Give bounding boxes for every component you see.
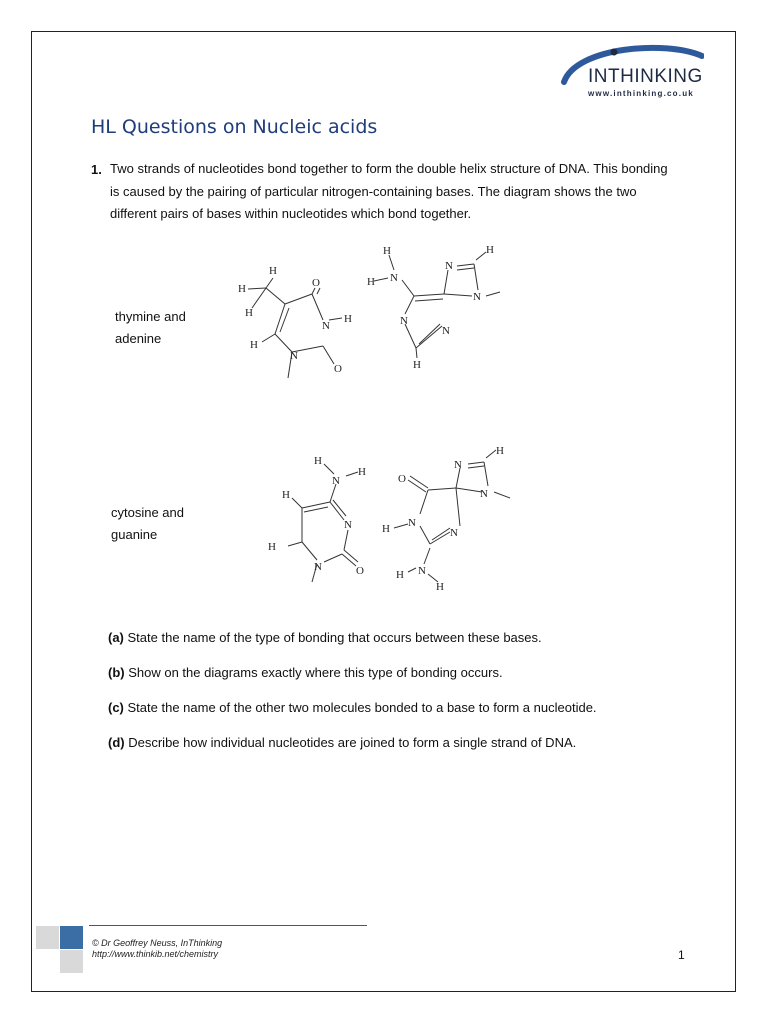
atom-label: N bbox=[473, 291, 481, 303]
footer-author: © Dr Geoffrey Neuss, InThinking bbox=[92, 938, 223, 948]
atom-label: H bbox=[358, 466, 366, 478]
subquestion-label: (c) bbox=[108, 700, 124, 715]
atom-label: H bbox=[382, 523, 390, 535]
page-number: 1 bbox=[678, 948, 685, 962]
atom-label: H bbox=[314, 455, 322, 467]
pair-label-line: guanine bbox=[111, 527, 158, 542]
atom-label: H bbox=[486, 244, 494, 256]
subquestion-text: State the name of the other two molecules bonded to a base to form a nucleotide. bbox=[127, 700, 597, 715]
atom-label: O bbox=[356, 565, 364, 577]
subquestion-text: Show on the diagrams exactly where this type of bonding occurs. bbox=[128, 665, 503, 680]
atom-label: N bbox=[290, 350, 298, 362]
atom-label: N bbox=[442, 325, 450, 337]
logo-wordmark: INTHINKING bbox=[588, 66, 703, 87]
subquestion-a bbox=[108, 630, 542, 645]
atom-label: N bbox=[445, 260, 453, 272]
atom-label: N bbox=[408, 517, 416, 529]
atom-label: N bbox=[480, 488, 488, 500]
pair-label-thymine-adenine bbox=[115, 306, 225, 350]
question-text: Two strands of nucleotides bond together to form the double helix structure of DNA. This bonding is caused by the pairing of particular nitrogen-containing bases. The diagram shows the two different pairs of bases within nucleotides which bond together. bbox=[110, 161, 668, 221]
atom-label: H bbox=[396, 569, 404, 581]
atom-label: N bbox=[450, 527, 458, 539]
guanine-structure bbox=[380, 438, 520, 598]
pair-label-line: cytosine and bbox=[111, 505, 184, 520]
question-number: 1. bbox=[91, 162, 102, 177]
atom-label: H bbox=[245, 307, 253, 319]
logo-url: www.inthinking.co.uk bbox=[588, 89, 694, 98]
atom-label: N bbox=[344, 519, 352, 531]
atom-label: H bbox=[496, 445, 504, 457]
footer-square-dark bbox=[60, 926, 83, 949]
subquestion-label: (d) bbox=[108, 735, 125, 750]
atom-label: N bbox=[390, 272, 398, 284]
cytosine-structure bbox=[262, 450, 392, 590]
thymine-structure bbox=[230, 258, 365, 388]
subquestion-text: Describe how individual nucleotides are joined to form a single strand of DNA. bbox=[128, 735, 577, 750]
subquestion-b bbox=[108, 665, 503, 680]
subquestion-text: State the name of the type of bonding that occurs between these bases. bbox=[127, 630, 542, 645]
atom-label: H bbox=[238, 283, 246, 295]
atom-label: O bbox=[334, 363, 342, 375]
atom-label: H bbox=[282, 489, 290, 501]
adenine-structure bbox=[362, 240, 512, 380]
atom-label: N bbox=[454, 459, 462, 471]
pair-label-line: thymine and bbox=[115, 309, 186, 324]
atom-label: H bbox=[413, 359, 421, 371]
pair-label-line: adenine bbox=[115, 331, 162, 346]
atom-label: H bbox=[436, 581, 444, 593]
subquestion-label: (a) bbox=[108, 630, 124, 645]
subquestion-d bbox=[108, 735, 576, 750]
atom-label: H bbox=[367, 276, 375, 288]
footer-url: http://www.thinkib.net/chemistry bbox=[92, 949, 219, 959]
footer-square-light bbox=[36, 926, 59, 949]
footer-square-light bbox=[60, 950, 83, 973]
atom-label: N bbox=[332, 475, 340, 487]
atom-label: H bbox=[344, 313, 352, 325]
atom-label: H bbox=[250, 339, 258, 351]
footer-credits bbox=[92, 938, 222, 960]
footer-rule bbox=[89, 925, 367, 926]
atom-label: N bbox=[314, 561, 322, 573]
page-title: HL Questions on Nucleic acids bbox=[91, 116, 378, 138]
atom-label: O bbox=[312, 277, 320, 289]
atom-label: N bbox=[322, 320, 330, 332]
atom-label: O bbox=[398, 473, 406, 485]
atom-label: N bbox=[418, 565, 426, 577]
atom-label: H bbox=[268, 541, 276, 553]
atom-label: N bbox=[400, 315, 408, 327]
atom-label: H bbox=[269, 265, 277, 277]
subquestion-c bbox=[108, 700, 597, 715]
pair-label-cytosine-guanine bbox=[111, 502, 221, 546]
subquestion-label: (b) bbox=[108, 665, 125, 680]
atom-label: H bbox=[383, 245, 391, 257]
